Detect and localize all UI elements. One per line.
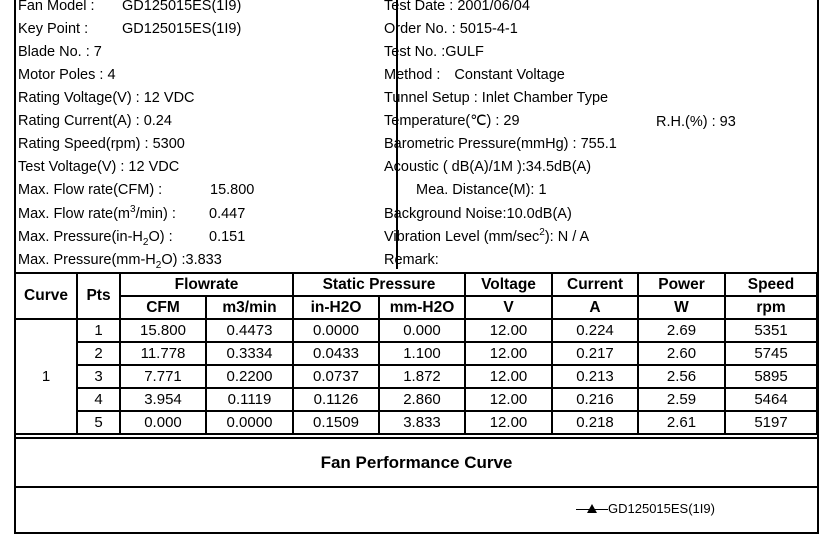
header-flowrate: Flowrate (120, 273, 293, 296)
spec-label: Fan Model : (18, 0, 95, 14)
spec-value: 0.447 (209, 206, 246, 222)
spec-label: Max. $Pressure(in-H_2O)$ : (18, 229, 173, 248)
table-body (15, 319, 817, 434)
table-cell: 5197 (725, 411, 817, 434)
tunnel-setup-line: Tunnel Setup : Inlet Chamber Type (384, 90, 609, 106)
header-curve: Curve (15, 273, 77, 319)
table-cell: 11.778 (120, 342, 206, 365)
spec-left-line (18, 135, 185, 153)
spec-label: Rating Current(A) : 0.24 (18, 113, 172, 129)
spec-left-line (18, 181, 255, 199)
rh-line: R.H.(%) : 93 (656, 114, 736, 130)
spec-left-line (18, 228, 246, 248)
spec-value: 3.833 (185, 252, 222, 268)
spec-label: Rating Speed(rpm) : 5300 (18, 136, 185, 152)
unit-w: W (638, 296, 725, 319)
table-row (15, 411, 817, 434)
table-cell: 2.56 (638, 365, 725, 388)
method-value: Constant Voltage (454, 67, 565, 83)
table-cell: 0.213 (552, 365, 638, 388)
table-cell: 0.1509 (293, 411, 379, 434)
spec-value: GD125015ES(1I9) (122, 21, 242, 37)
table-cell: 3.954 (120, 388, 206, 411)
table-cell: 0.0000 (206, 411, 293, 434)
table-cell: 0.224 (552, 319, 638, 342)
spec-value: GD125015ES(1I9) (122, 0, 242, 14)
spec-label: Test Voltage(V) : 12 VDC (18, 159, 180, 175)
spec-left-line (18, 66, 116, 84)
unit-a: A (552, 296, 638, 319)
table-cell: 2.60 (638, 342, 725, 365)
performance-table (14, 272, 818, 435)
spec-left-line (18, 112, 172, 130)
table-cell: 0.1119 (206, 388, 293, 411)
table-cell: 2.61 (638, 411, 725, 434)
table-cell: 7.771 (120, 365, 206, 388)
table-row (15, 342, 817, 365)
order-no-value: 5015-4-1 (459, 21, 518, 37)
table-cell: 0.2200 (206, 365, 293, 388)
table-cell: 0.000 (379, 319, 465, 342)
test-date-value: 2001/06/04 (457, 0, 530, 14)
table-cell: 5351 (725, 319, 817, 342)
temperature-line: Temperature(℃) : 29 (384, 113, 520, 129)
triangle-marker-icon (576, 505, 608, 515)
spec-label: Max. $Pressure(mm-H_2O)$ : (18, 252, 186, 271)
table-cell: 5895 (725, 365, 817, 388)
spec-left-line (18, 251, 222, 269)
table-cell: 0.4473 (206, 319, 293, 342)
header-power: Power (638, 273, 725, 296)
spec-value: 0.151 (209, 229, 246, 245)
spec-label: Blade No. : 7 (18, 44, 102, 60)
table-cell: 2.69 (638, 319, 725, 342)
legend-label: GD125015ES(1I9) (608, 501, 715, 516)
spec-label: Max. Flow rate(CFM) : (18, 182, 163, 198)
table-cell: 0.0433 (293, 342, 379, 365)
spec-left-line (18, 43, 102, 61)
spec-label: Key Point : (18, 21, 89, 37)
table-row (15, 388, 817, 411)
chart-title: Fan Performance Curve (16, 437, 817, 488)
spec-left-line (18, 158, 179, 176)
table-cell: 12.00 (465, 411, 552, 434)
spec-label: Motor Poles : 4 (18, 67, 116, 83)
unit-v: V (465, 296, 552, 319)
test-date-line: Test Date : 2001/06/04 (384, 0, 530, 14)
spec-left-line (18, 20, 242, 38)
acoustic-line: Acoustic ( dB(A)/1M ):34.5dB(A) (384, 159, 592, 175)
table-cell: 3 (77, 365, 120, 388)
header-current: Current (552, 273, 638, 296)
unit-inh2o: in-H2O (293, 296, 379, 319)
header-static-pressure: Static Pressure (293, 273, 465, 296)
table-cell: 12.00 (465, 342, 552, 365)
table-cell: 2.59 (638, 388, 725, 411)
spec-label: Max. Flow $rate(m^3/\min)$ : (18, 204, 176, 222)
header-speed: Speed (725, 273, 817, 296)
table-row (15, 365, 817, 388)
table-cell: 0.1126 (293, 388, 379, 411)
remark-line: Remark: (384, 252, 439, 268)
header-voltage: Voltage (465, 273, 552, 296)
table-cell: 12.00 (465, 365, 552, 388)
table-row (15, 319, 817, 342)
spec-value: 15.800 (210, 182, 255, 198)
table-cell: 0.217 (552, 342, 638, 365)
background-noise-line: Background Noise:10.0dB(A) (384, 206, 572, 222)
test-no-line: Test No. :GULF (384, 44, 484, 60)
rh-value: 93 (719, 114, 736, 130)
table-cell: 1.872 (379, 365, 465, 388)
unit-mmh2o: mm-H2O (379, 296, 465, 319)
header-pts: Pts (77, 273, 120, 319)
table-cell: 0.0000 (293, 319, 379, 342)
table-cell: 5745 (725, 342, 817, 365)
table-cell: 2.860 (379, 388, 465, 411)
table-cell: 4 (77, 388, 120, 411)
spec-left-line (18, 0, 242, 15)
spec-left-line (18, 89, 195, 107)
table-cell: 0.0737 (293, 365, 379, 388)
table-cell: 2 (77, 342, 120, 365)
table-cell: 12.00 (465, 319, 552, 342)
table-cell: 3.833 (379, 411, 465, 434)
table-cell: 0.3334 (206, 342, 293, 365)
table-cell: 1 (77, 319, 120, 342)
table-cell: 0.216 (552, 388, 638, 411)
mea-distance-line: Mea. Distance(M): 1 (416, 182, 547, 198)
unit-cfm: CFM (120, 296, 206, 319)
table-cell: 1.100 (379, 342, 465, 365)
unit-m3min: m3/min (206, 296, 293, 319)
barometric-line: Barometric Pressure(mmHg) : 755.1 (384, 136, 617, 152)
table-cell: 0.000 (120, 411, 206, 434)
spec-label: Rating Voltage(V) : 12 VDC (18, 90, 195, 106)
order-no-line: Order No. : 5015-4-1 (384, 21, 518, 37)
unit-rpm: rpm (725, 296, 817, 319)
curve-number: 1 (15, 319, 77, 434)
table-cell: 0.218 (552, 411, 638, 434)
table-cell: 15.800 (120, 319, 206, 342)
spec-left-line (18, 204, 246, 223)
vibration-line: Vibration Level $(mm/\sec^2)$: N / A (384, 227, 590, 245)
table-cell: 5 (77, 411, 120, 434)
method-line: Method : Constant Voltage (384, 67, 565, 83)
table-cell: 12.00 (465, 388, 552, 411)
table-cell: 5464 (725, 388, 817, 411)
